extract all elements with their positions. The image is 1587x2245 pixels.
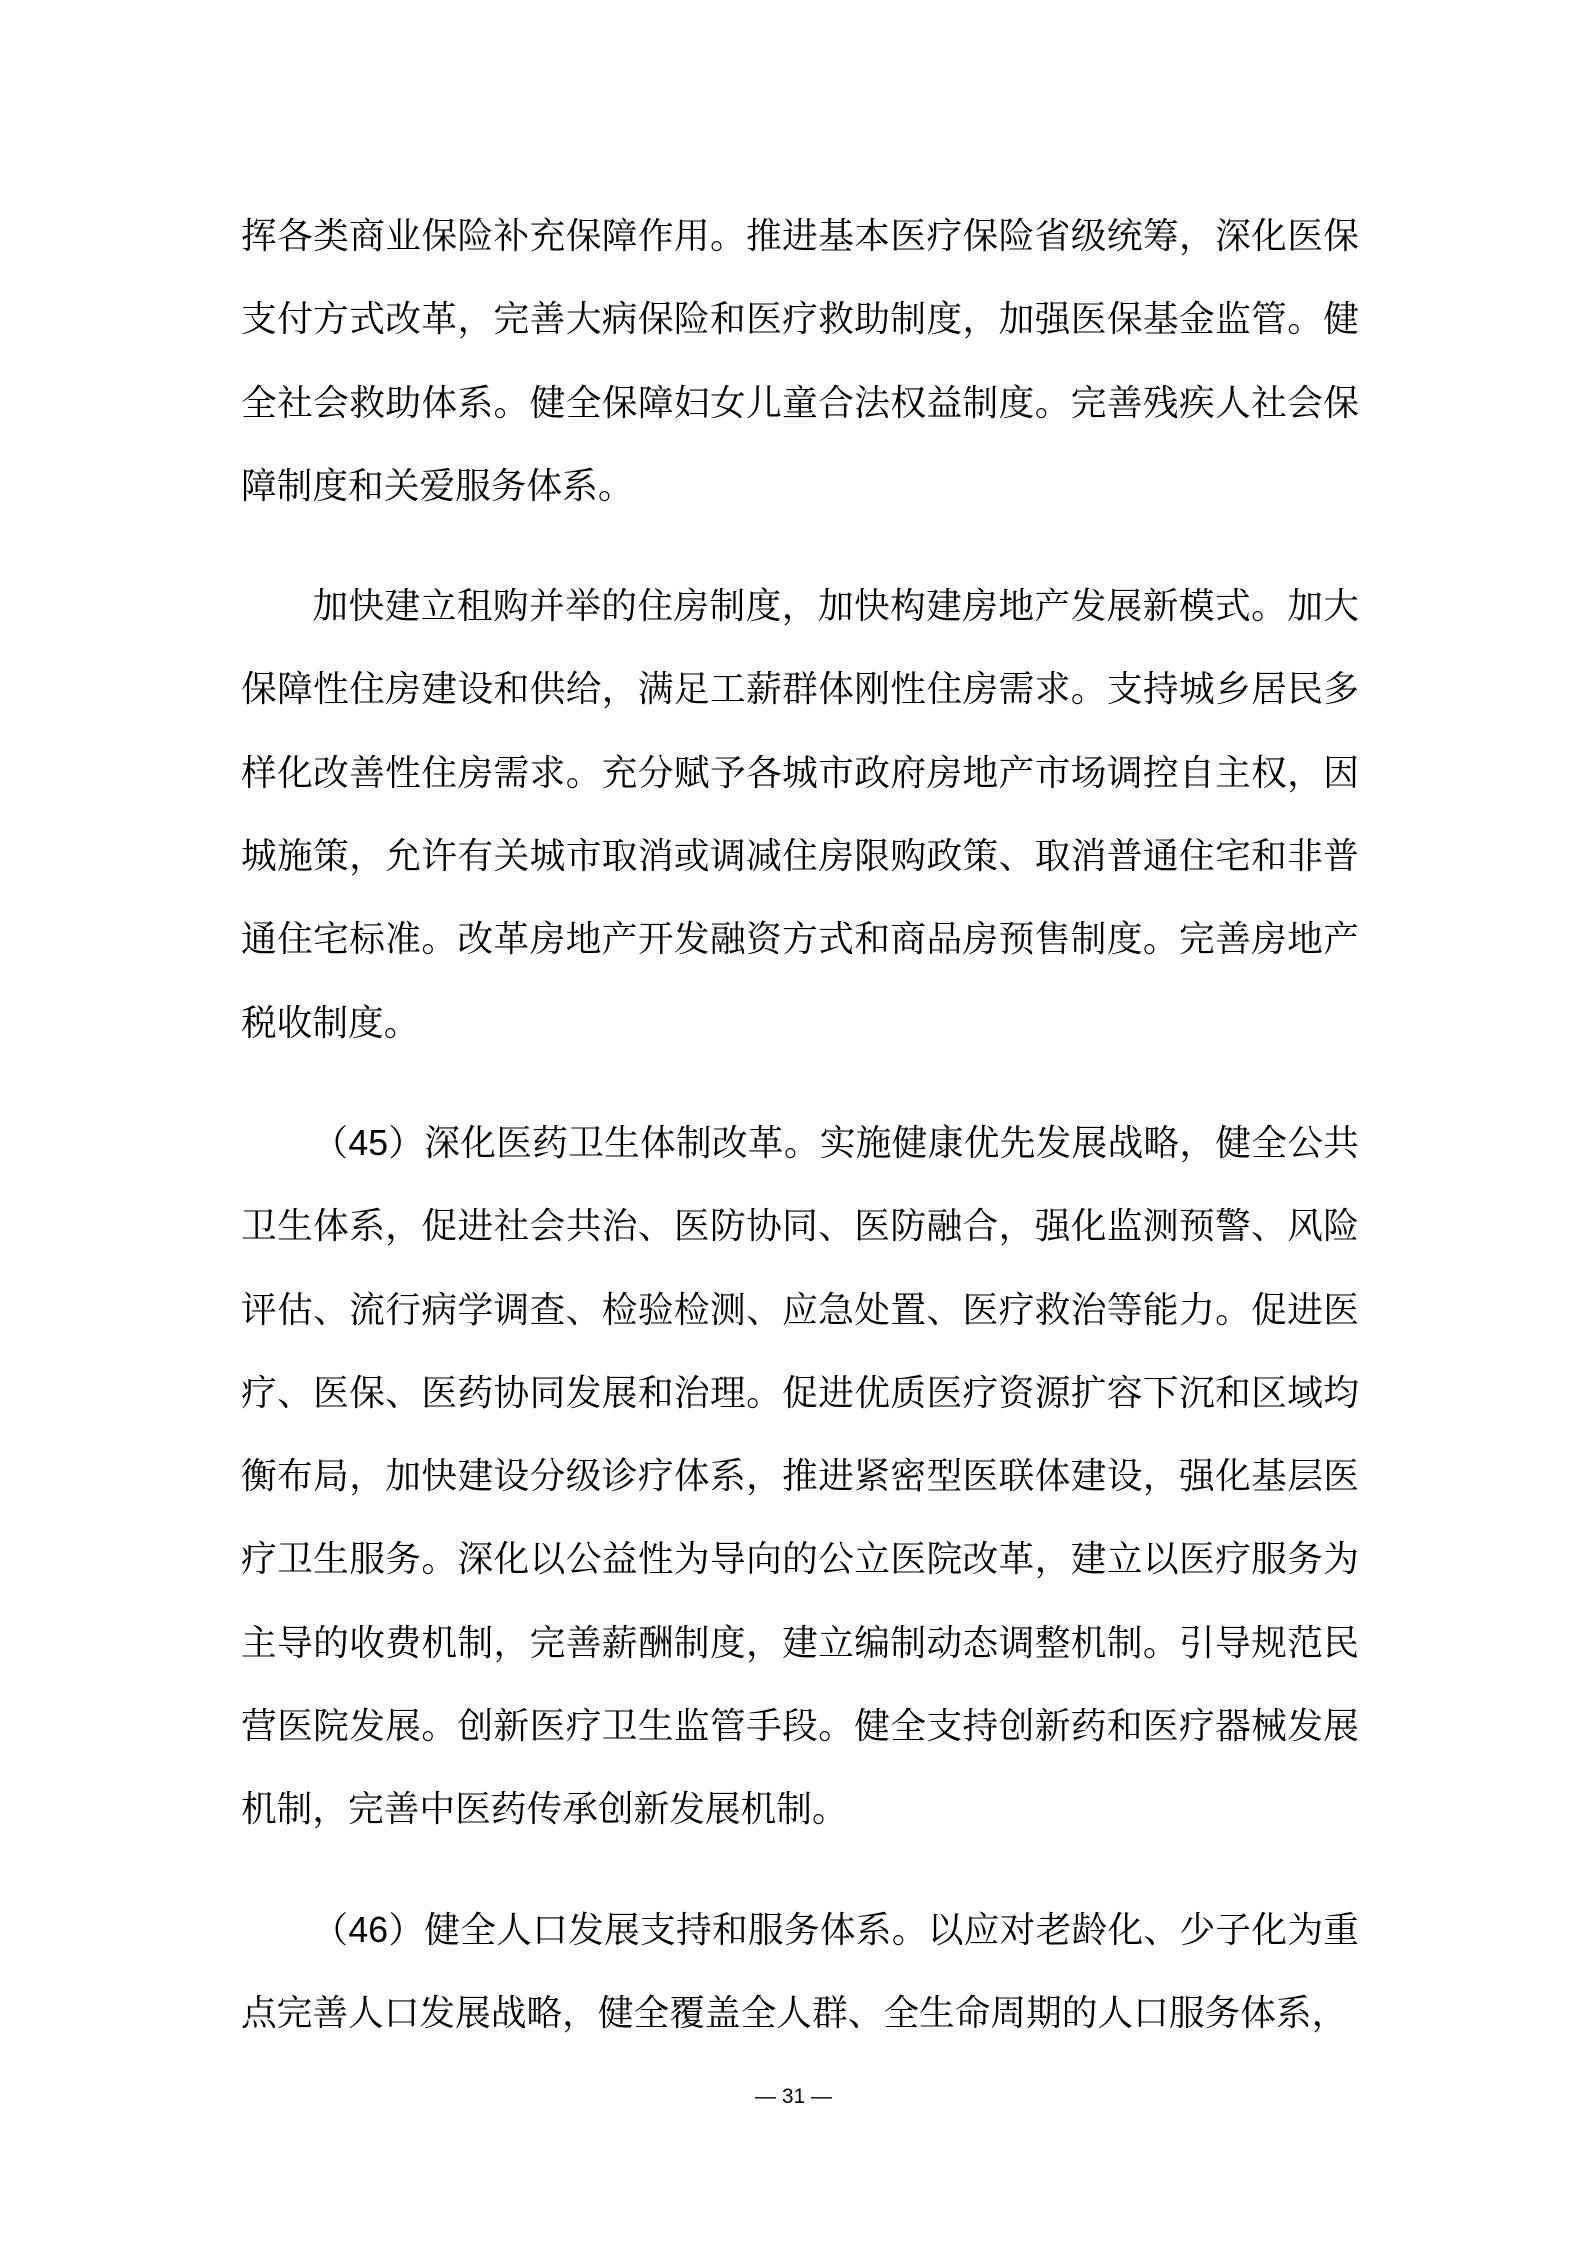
paragraph: （45）深化医药卫生体制改革。实施健康优先发展战略，健全公共卫生体系，促进社会共治、医防协同、医防融合，强化监测预警、风险评估、流行病学调查、检验检测、应急处置、医疗救治等能力。促进医疗、医保、医药协同发展和治理。促进优质医疗资源扩容下沉和区域均衡布局，加快建设分级诊疗体系，推进紧密型医联体建设，强化基层医疗卫生服务。深化以公益性为导向的公立医院改革，建立以医疗服务为主导的收费机制，完善薪酬制度，建立编制动态调整机制。引导规范民营医院发展。创新医疗卫生监管手段。健全支持创新药和医疗器械发展机制，完善中医药传承创新发展机制。 xyxy=(241,1122,1359,1830)
document-body xyxy=(241,195,1359,2092)
paragraph: 加快建立租购并举的住房制度，加快构建房地产发展新模式。加大保障性住房建设和供给，满足工薪群体刚性住房需求。支持城乡居民多样化改善性住房需求。充分赋予各城市政府房地产市场调控自主权，因城施策，允许有关城市取消或调减住房限购政策、取消普通住宅和非普通住宅标准。改革房地产开发融资方式和商品房预售制度。完善房地产税收制度。 xyxy=(241,586,1359,1043)
paragraph: 挥各类商业保险补充保障作用。推进基本医疗保险省级统筹，深化医保支付方式改革，完善大病保险和医疗救助制度，加强医保基金监管。健全社会救助体系。健全保障妇女儿童合法权益制度。完善残疾人社会保障制度和关爱服务体系。 xyxy=(241,216,1359,506)
page-number: — 31 — xyxy=(754,2085,833,2108)
paragraph: （46）健全人口发展支持和服务体系。以应对老龄化、少子化为重点完善人口发展战略，健全覆盖全人群、全生命周期的人口服务体系， xyxy=(241,1909,1359,2033)
